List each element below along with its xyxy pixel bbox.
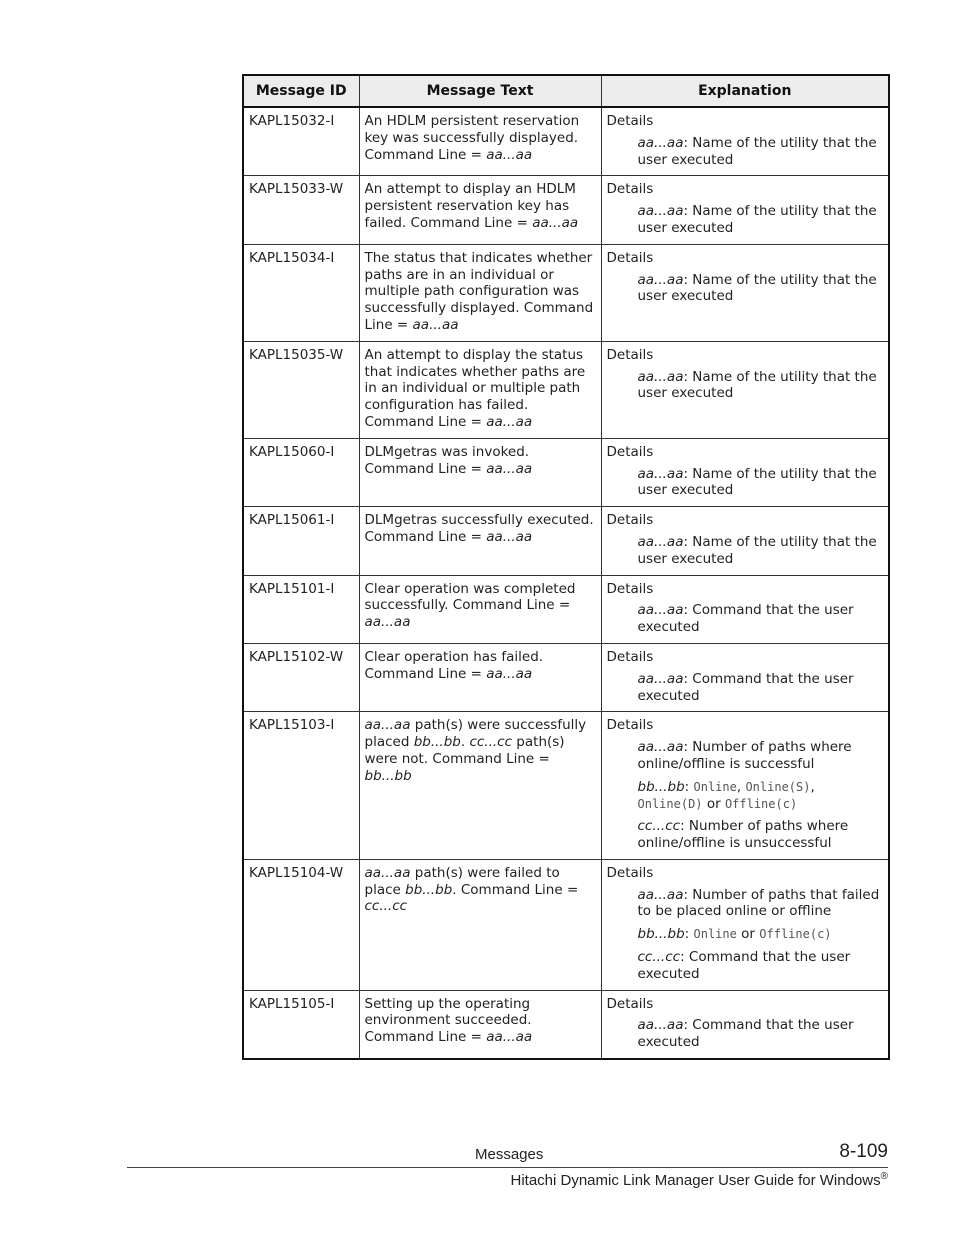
message-id-cell: KAPL15033-W [243,176,359,244]
explanation-cell [601,712,889,860]
placeholder-variable: aa...aa [637,134,684,151]
placeholder-variable: cc...cc [469,734,513,751]
message-text-cell [359,438,601,506]
message-id-cell: KAPL15061-I [243,507,359,575]
table-row [243,244,889,341]
footer-divider [127,1167,888,1168]
message-id-cell: KAPL15101-I [243,575,359,643]
footer-section-name: Messages [475,1146,544,1163]
details-item [638,534,884,568]
explanation-cell [601,859,889,990]
text-fragment: path(s) were not. Command Line = [364,734,565,767]
text-fragment: : Name of the utility that the user executed [637,465,877,499]
details-label: Details [606,648,654,665]
status-value: Offline(c) [759,927,832,942]
trademark-symbol: ® [880,1171,888,1182]
placeholder-variable: aa...aa [486,146,533,163]
details-label: Details [606,580,654,597]
status-value: Online [693,927,737,942]
message-text-cell [359,176,601,244]
message-text-cell [359,507,601,575]
placeholder-variable: cc...cc [637,818,681,835]
message-text-cell [359,341,601,438]
text-fragment: : Number of paths where online/offline is unsuccessful [637,818,849,852]
text-fragment: : Name of the utility that the user executed [637,533,877,567]
placeholder-variable: aa...aa [637,465,684,482]
table-row [243,438,889,506]
placeholder-variable: aa...aa [637,602,684,619]
explanation-cell [601,341,889,438]
text-fragment: : Name of the utility that the user executed [637,134,877,168]
text-fragment: : Command that the user executed [637,670,854,704]
explanation-cell [601,438,889,506]
placeholder-variable: aa...aa [486,460,533,477]
explanation-cell [601,176,889,244]
placeholder-variable: aa...aa [364,717,411,734]
placeholder-variable: aa...aa [364,864,411,881]
table-row [243,507,889,575]
message-text-cell [359,107,601,176]
placeholder-variable: aa...aa [486,528,533,545]
details-label: Details [606,512,654,529]
placeholder-variable: aa...aa [364,614,411,631]
details-item [638,602,884,636]
placeholder-variable: aa...aa [637,886,684,903]
message-id-cell: KAPL15060-I [243,438,359,506]
message-text-cell [359,244,601,341]
details-item [638,739,884,773]
header-explanation: Explanation [601,75,889,107]
table-body [243,107,889,1059]
table-row [243,107,889,176]
text-fragment: or [702,795,725,812]
text-fragment: : Command that the user executed [637,602,854,636]
explanation-cell [601,643,889,711]
table-header-row [243,75,889,107]
text-fragment: path(s) were successfully placed [364,717,587,751]
details-item [638,1017,884,1051]
table-row [243,859,889,990]
details-item [638,779,884,813]
text-fragment: or [736,926,760,943]
details-item [638,949,884,983]
text-fragment: , [736,778,746,795]
text-fragment: Clear operation has failed. Command Line = [364,648,544,682]
details-label: Details [606,717,654,734]
details-item [638,887,884,921]
message-id-cell: KAPL15035-W [243,341,359,438]
placeholder-variable: aa...aa [637,203,684,220]
text-fragment: : [684,778,694,795]
text-fragment: : Number of paths that failed to be placed online or offline [637,886,880,920]
placeholder-variable: aa...aa [637,739,684,756]
details-item [638,466,884,500]
details-item [638,135,884,169]
placeholder-variable: bb...bb [364,767,412,784]
message-text-cell [359,859,601,990]
message-text-cell [359,990,601,1059]
explanation-cell [601,990,889,1059]
placeholder-variable: bb...bb [637,778,685,795]
placeholder-variable: aa...aa [637,670,684,687]
placeholder-variable: aa...aa [486,413,533,430]
details-label: Details [606,249,654,266]
details-label: Details [606,864,654,881]
book-title-text: Hitachi Dynamic Link Manager User Guide for Windows [510,1172,881,1189]
message-id-cell: KAPL15032-I [243,107,359,176]
details-label: Details [606,113,654,129]
message-text-cell [359,712,601,860]
table-row [243,341,889,438]
text-fragment: : Name of the utility that the user executed [637,203,877,236]
message-text-cell [359,643,601,711]
details-item [638,671,884,705]
text-fragment: The status that indicates whether paths are in an individual or multiple path configuration was successfully displayed. Command Line = [364,249,594,333]
message-id-cell: KAPL15102-W [243,643,359,711]
placeholder-variable: bb...bb [405,881,453,898]
table-row [243,575,889,643]
placeholder-variable: aa...aa [532,214,579,231]
placeholder-variable: aa...aa [412,316,459,333]
details-item [638,272,884,306]
text-fragment: An HDLM persistent reservation key was successfully displayed. Command Line = [364,113,580,163]
status-value: Online [693,779,737,794]
details-label: Details [606,995,654,1012]
page-number: 8-109 [839,1141,888,1162]
text-fragment: : Command that the user executed [637,949,851,982]
placeholder-variable: aa...aa [486,665,533,682]
text-fragment: Clear operation was completed successfully. Command Line = [364,580,576,614]
placeholder-variable: bb...bb [413,734,461,751]
text-fragment: . Command Line = [452,881,579,898]
text-fragment: DLMgetras successfully executed. Command Line = [364,512,594,545]
status-value: Offline(c) [724,796,798,811]
message-id-cell: KAPL15034-I [243,244,359,341]
table-row [243,990,889,1059]
status-value: Online(S) [745,779,811,794]
placeholder-variable: aa...aa [486,1029,533,1046]
text-fragment: . [460,734,470,751]
placeholder-variable: aa...aa [637,1017,684,1034]
details-item [638,203,884,237]
explanation-cell [601,244,889,341]
text-fragment: : Command that the user executed [637,1017,854,1051]
text-fragment: An attempt to display the status that indicates whether paths are in an individual or multiple path configuration has failed. Command Line = [364,346,586,430]
details-label: Details [606,443,654,460]
text-fragment: : Number of paths where online/offline is successful [637,739,852,772]
text-fragment: DLMgetras was invoked. Command Line = [364,443,530,477]
text-fragment: path(s) were failed to place [364,864,560,898]
message-id-cell: KAPL15105-I [243,990,359,1059]
table-row [243,176,889,244]
message-text-cell [359,575,601,643]
footer-book-title [510,1171,888,1189]
placeholder-variable: aa...aa [637,533,684,550]
details-item [638,926,884,943]
explanation-cell [601,575,889,643]
details-label: Details [606,181,654,198]
details-item [638,818,884,852]
placeholder-variable: aa...aa [637,368,684,385]
message-id-cell: KAPL15103-I [243,712,359,860]
text-fragment: An attempt to display an HDLM persistent reservation key has failed. Command Line = [364,181,576,231]
explanation-cell [601,107,889,176]
message-id-cell: KAPL15104-W [243,859,359,990]
message-table [242,74,890,1060]
details-label: Details [606,346,654,363]
table-row [243,712,889,860]
text-fragment: , [810,778,815,795]
text-fragment: Setting up the operating environment succeeded. Command Line = [364,995,532,1046]
header-message-id: Message ID [243,75,359,107]
status-value: Online(D) [637,796,703,811]
header-message-text: Message Text [359,75,601,107]
placeholder-variable: bb...bb [637,926,685,943]
table-row [243,643,889,711]
placeholder-variable: cc...cc [637,949,681,966]
placeholder-variable: aa...aa [637,271,684,288]
text-fragment: : Name of the utility that the user executed [637,368,877,402]
text-fragment: : [684,926,694,943]
explanation-cell [601,507,889,575]
text-fragment: : Name of the utility that the user executed [637,271,877,305]
details-item [638,369,884,403]
placeholder-variable: cc...cc [364,898,408,915]
